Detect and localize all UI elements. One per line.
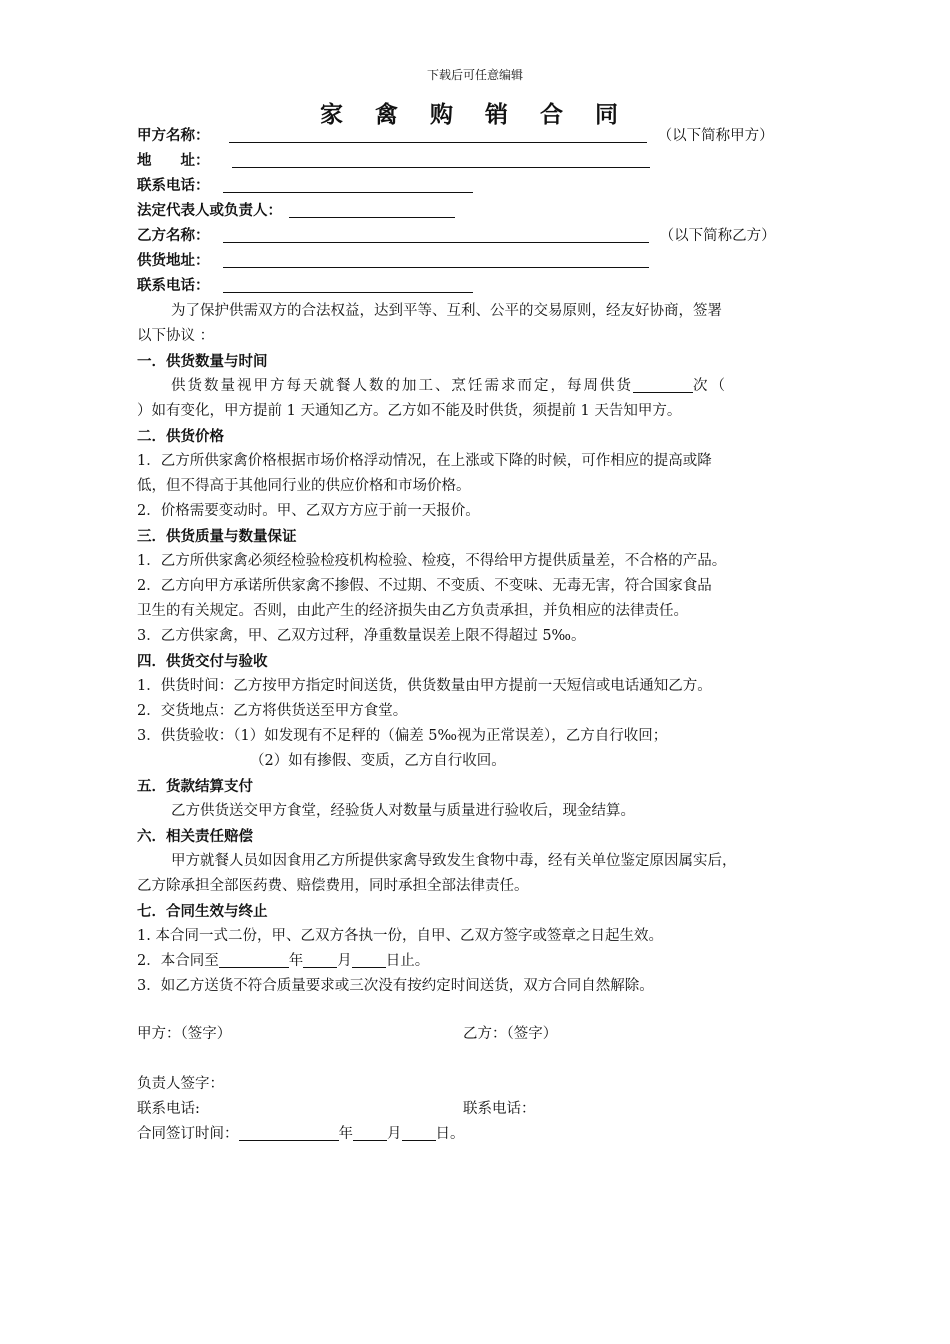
term-end-text: 2．本合同至 — [137, 953, 219, 969]
weekly-supply-count-field[interactable] — [633, 376, 693, 393]
preamble-line-1: 为了保护供需双方的合法权益，达到平等、互利、公平的交易原则，经友好协商，签署 — [171, 303, 722, 319]
party-a-address-label: 地 址： — [137, 152, 210, 169]
section-3-line-2: 2．乙方向甲方承诺所供家禽不掺假、不过期、不变质、不变味、无毒无害，符合国家食品 — [137, 578, 712, 594]
party-a-rep-row — [137, 199, 455, 223]
party-b-phone-row — [137, 274, 473, 298]
signing-year-label: 年 — [338, 1126, 353, 1142]
term-year-label: 年 — [288, 953, 304, 969]
signing-date-row — [137, 1122, 465, 1146]
party-a-contact-phone-label: 联系电话: — [137, 1101, 200, 1117]
section-2-line-3: 2．价格需要变动时。甲、乙双方方应于前一天报价。 — [137, 503, 480, 519]
party-a-phone-field[interactable] — [223, 176, 473, 193]
term-end-year-field[interactable] — [219, 951, 289, 968]
party-b-name-label: 乙方名称： — [137, 227, 210, 244]
section-1-text-end: 次（ — [693, 378, 728, 394]
party-b-supply-address-field[interactable] — [223, 251, 649, 268]
section-2-line-1: 1．乙方所供家禽价格根据市场价格浮动情况，在上涨或下降的时候，可作相应的提高或降 — [137, 453, 712, 469]
party-b-name-row — [137, 224, 776, 248]
section-1-para-line-1 — [171, 374, 728, 398]
section-5-line-1: 乙方供货送交甲方食堂，经验货人对数量与质量进行验收后，现金结算。 — [171, 803, 635, 819]
party-a-name-suffix: （以下简称甲方） — [657, 128, 774, 144]
party-b-supply-address-row — [137, 249, 649, 273]
party-a-address-field[interactable] — [232, 151, 650, 168]
section-1-para-line-2: ）如有变化，甲方提前 1 天通知乙方。乙方如不能及时供货，须提前 1 天告知甲方。 — [137, 403, 682, 419]
signing-year-field[interactable] — [239, 1124, 339, 1141]
section-4-line-2: 2．交货地点：乙方将供货送至甲方食堂。 — [137, 703, 408, 719]
term-end-month-field[interactable] — [303, 951, 337, 968]
section-2-line-2: 低，但不得高于其他同行业的供应价格和市场价格。 — [137, 478, 471, 494]
section-1-heading: 一．供货数量与时间 — [137, 353, 268, 370]
section-4-line-4: （2）如有掺假、变质，乙方自行收回。 — [250, 753, 506, 769]
party-a-rep-label: 法定代表人或负责人： — [137, 202, 282, 219]
term-end-day-field[interactable] — [352, 951, 386, 968]
party-b-name-field[interactable] — [223, 226, 649, 243]
party-a-rep-field[interactable] — [289, 201, 455, 218]
section-4-heading: 四．供货交付与验收 — [137, 653, 268, 670]
section-6-heading: 六．相关责任赔偿 — [137, 828, 253, 845]
party-a-name-row — [137, 124, 774, 148]
section-4-line-1: 1．供货时间：乙方按甲方指定时间送货，供货数量由甲方提前一天短信或电话通知乙方。 — [137, 678, 712, 694]
section-3-line-4: 3．乙方供家禽，甲、乙双方过秤，净重数量误差上限不得超过 5‰。 — [137, 628, 586, 644]
party-a-phone-row — [137, 174, 473, 198]
party-a-signature-label: 甲方：（签字） — [137, 1026, 232, 1042]
section-3-line-3: 卫生的有关规定。否则，由此产生的经济损失由乙方负责承担，并负相应的法律责任。 — [137, 603, 688, 619]
party-b-supply-address-label: 供货地址： — [137, 252, 210, 269]
party-b-phone-field[interactable] — [223, 276, 473, 293]
party-b-signature-label: 乙方：（签字） — [463, 1026, 558, 1042]
responsible-person-signature-label: 负责人签字： — [137, 1076, 224, 1092]
section-1-text: 供货数量视甲方每天就餐人数的加工、烹饪需求而定，每周供货 — [171, 378, 633, 394]
signing-day-label: 日。 — [435, 1126, 465, 1142]
section-7-line-1: 1. 本合同一式二份，甲、乙双方各执一份，自甲、乙双方签字或签章之日起生效。 — [137, 928, 663, 944]
preamble-line-2: 以下协议 ： — [137, 328, 215, 344]
section-5-heading: 五．货款结算支付 — [137, 778, 253, 795]
section-6-line-1: 甲方就餐人员如因食用乙方所提供家禽导致发生食物中毒，经有关单位鉴定原因属实后， — [171, 853, 737, 869]
party-b-contact-phone-label: 联系电话： — [463, 1101, 536, 1117]
signing-month-field[interactable] — [353, 1124, 387, 1141]
party-a-phone-label: 联系电话： — [137, 177, 210, 194]
section-3-heading: 三．供货质量与数量保证 — [137, 528, 297, 545]
party-a-address-row — [137, 149, 650, 173]
signing-day-field[interactable] — [402, 1124, 436, 1141]
document-title: 家 禽 购 销 合 同 — [319, 101, 631, 128]
section-2-heading: 二．供货价格 — [137, 428, 224, 445]
party-b-name-suffix: （以下简称乙方） — [659, 228, 776, 244]
party-a-name-field[interactable] — [229, 126, 647, 143]
term-day-label: 日止。 — [385, 953, 430, 969]
header-note: 下载后可任意编辑 — [426, 68, 523, 82]
signing-month-label: 月 — [387, 1126, 402, 1142]
party-a-name-label: 甲方名称： — [137, 127, 210, 144]
term-month-label: 月 — [337, 953, 352, 969]
section-6-line-2: 乙方除承担全部医药费、赔偿费用，同时承担全部法律责任。 — [137, 878, 529, 894]
section-4-line-3: 3．供货验收：（1）如发现有不足秤的（偏差 5‰视为正常误差），乙方自行收回； — [137, 728, 668, 744]
section-3-line-1: 1．乙方所供家禽必须经检验检疫机构检验、检疫，不得给甲方提供质量差，不合格的产品。 — [137, 553, 727, 569]
party-b-phone-label: 联系电话： — [137, 277, 210, 294]
section-7-line-3: 3．如乙方送货不符合质量要求或三次没有按约定时间送货，双方合同自然解除。 — [137, 978, 654, 994]
section-7-line-2 — [137, 949, 429, 973]
signing-date-label: 合同签订时间： — [137, 1126, 239, 1142]
section-7-heading: 七．合同生效与终止 — [137, 903, 268, 920]
